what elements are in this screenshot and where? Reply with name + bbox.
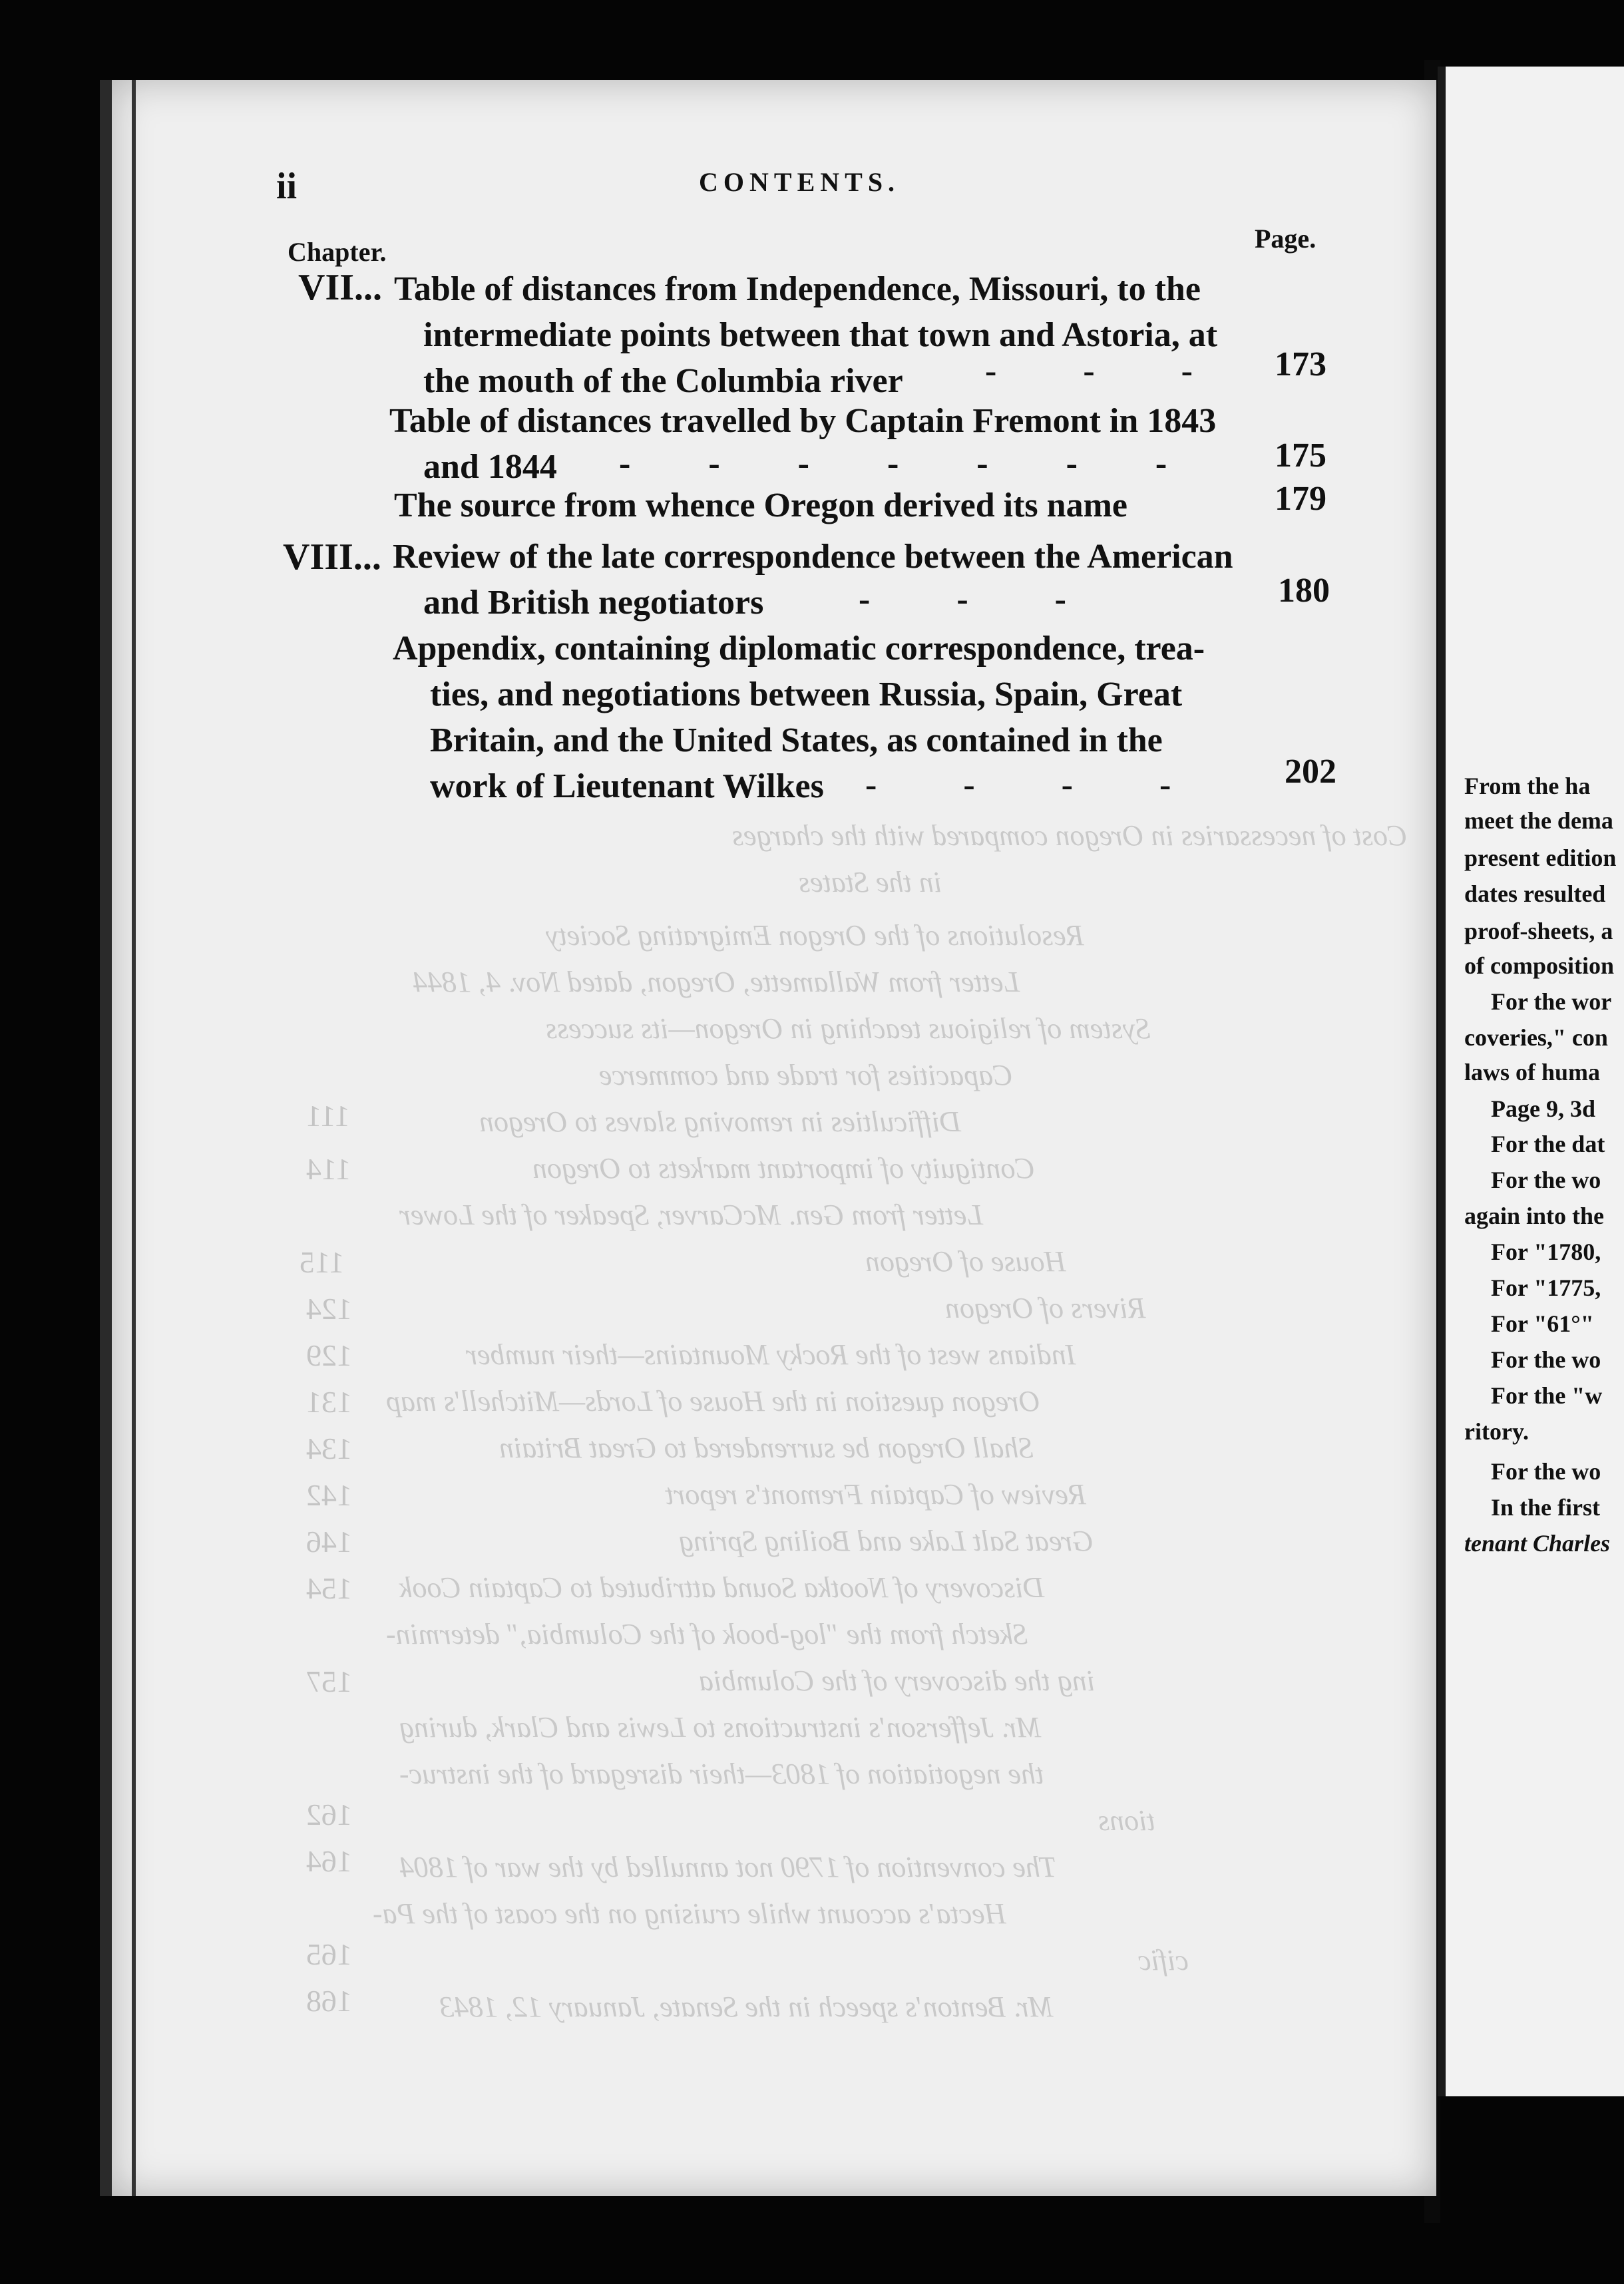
toc-entry bbox=[393, 534, 1233, 626]
right-page-line: For the wo bbox=[1491, 1458, 1601, 1485]
right-page-line: For the dat bbox=[1491, 1131, 1605, 1157]
bleed-through-line: System of religious teaching in Oregon—its success bbox=[546, 1012, 1151, 1045]
bleed-through-line: Mr. Jefferson's instructions to Lewis and Clark, during bbox=[399, 1711, 1042, 1744]
right-page-line: For the wo bbox=[1491, 1346, 1601, 1373]
toc-page-number: 173 bbox=[1275, 345, 1326, 383]
bleed-through-number: 114 bbox=[306, 1152, 351, 1186]
bleed-through-line: in the States bbox=[799, 866, 942, 898]
bleed-through-line: Sketch from the "log-book of the Columbia," determin- bbox=[386, 1618, 1028, 1650]
toc-page-number: 180 bbox=[1278, 572, 1330, 610]
bleed-through-number: 164 bbox=[306, 1844, 352, 1878]
right-page-line: dates resulted bbox=[1464, 880, 1606, 907]
toc-entry-line: intermediate points between that town and Astoria, at bbox=[423, 316, 1218, 354]
bleed-through-line: Rivers of Oregon bbox=[945, 1292, 1146, 1324]
right-page-line: of composition bbox=[1464, 952, 1614, 979]
right-page-line: For "61°" bbox=[1491, 1310, 1594, 1337]
bleed-through-line: Discovery of Nootka Sound attributed to Captain Cook bbox=[399, 1571, 1045, 1604]
right-page-line: meet the dema bbox=[1464, 807, 1613, 834]
bleed-through-line: The convention of 1790 not annulled by the war of 1804 bbox=[399, 1851, 1057, 1883]
chapter-column-label: Chapter. bbox=[288, 237, 387, 267]
bleed-through-number: 154 bbox=[306, 1571, 352, 1605]
bleed-through-number: 146 bbox=[306, 1525, 352, 1559]
bleed-through-line: Contiguity of important markets to Oregon bbox=[532, 1152, 1035, 1185]
bleed-through-number: 115 bbox=[300, 1245, 345, 1279]
bleed-through-line: Cost of necessaries in Oregon compared with the charges bbox=[732, 819, 1408, 852]
right-page-line: In the first bbox=[1491, 1494, 1600, 1521]
bleed-through-number: 162 bbox=[306, 1798, 352, 1831]
running-title: CONTENTS. bbox=[699, 167, 901, 197]
toc-entry-line: Table of distances travelled by Captain Fremont in 1843 bbox=[389, 402, 1217, 440]
bleed-through-line: Shall Oregon be surrendered to Great Britain bbox=[499, 1431, 1034, 1464]
page-edge-rule bbox=[132, 80, 136, 2196]
chapter-number: VII... bbox=[298, 267, 383, 308]
dot-leaders: - - - - bbox=[865, 766, 1171, 804]
right-page-line: laws of huma bbox=[1464, 1059, 1601, 1085]
dot-leaders: - - - bbox=[985, 352, 1193, 390]
right-page-line: coveries," con bbox=[1464, 1024, 1608, 1051]
right-page-line: tenant Charles bbox=[1464, 1530, 1611, 1557]
bleed-through-line: Resolutions of the Oregon Emigrating Society bbox=[546, 919, 1084, 952]
right-page-line: ritory. bbox=[1464, 1418, 1529, 1445]
right-page-line: present edition bbox=[1464, 845, 1617, 871]
toc-entry-line: Review of the late correspondence between the American bbox=[393, 538, 1233, 576]
page-column-label: Page. bbox=[1255, 224, 1317, 254]
toc-entry-line: and 1844 bbox=[423, 448, 557, 486]
right-page-line: For "1775, bbox=[1491, 1274, 1601, 1301]
bleed-through-line: ing the discovery of the Columbia bbox=[699, 1664, 1096, 1697]
toc-entry-line: work of Lieutenant Wilkes bbox=[430, 767, 824, 805]
right-page-line: proof-sheets, a bbox=[1464, 918, 1613, 944]
toc-page-number: 202 bbox=[1285, 753, 1336, 791]
bleed-through-number: 111 bbox=[306, 1099, 350, 1133]
bleed-through-number: 168 bbox=[306, 1984, 352, 2018]
right-page-line: For the "w bbox=[1491, 1382, 1603, 1409]
bleed-through-line: Great Salt Lake and Boiling Spring bbox=[679, 1525, 1094, 1557]
toc-entry-line: and British negotiators bbox=[423, 584, 764, 622]
toc-entry bbox=[394, 482, 1127, 528]
toc-entry-line: Britain, and the United States, as contained in the bbox=[430, 721, 1163, 759]
toc-entry-line: Table of distances from Independence, Missouri, to the bbox=[394, 270, 1201, 308]
bleed-through-line: House of Oregon bbox=[865, 1245, 1066, 1278]
bleed-through-number: 134 bbox=[306, 1431, 352, 1465]
bleed-through-line: Mr. Benton's speech in the Senate, January 12, 1843 bbox=[439, 1991, 1054, 2023]
bleed-through-line: Review of Captain Fremont's report bbox=[666, 1478, 1086, 1511]
right-page-line: For the wo bbox=[1491, 1167, 1601, 1193]
right-page-line: Page 9, 3d bbox=[1491, 1095, 1595, 1122]
bleed-through-line: Letter from Gen. McCarver, Speaker of the Lower bbox=[399, 1199, 984, 1231]
toc-entry-line: The source from whence Oregon derived its name bbox=[394, 486, 1127, 524]
chapter-number: VIII... bbox=[283, 536, 381, 578]
toc-entry-line: the mouth of the Columbia river bbox=[423, 362, 903, 400]
right-page-line: For the wor bbox=[1491, 988, 1612, 1015]
right-page-line: From the ha bbox=[1464, 773, 1591, 799]
bleed-through-line: Oregon question in the House of Lords—Mitchell's map bbox=[386, 1385, 1040, 1418]
toc-entry-line: Appendix, containing diplomatic correspondence, trea- bbox=[393, 630, 1205, 667]
dot-leaders: - - - - - - - bbox=[619, 445, 1167, 482]
bleed-through-line: Difficulties in removing slaves to Oregon bbox=[479, 1105, 961, 1138]
dot-leaders: - - - bbox=[859, 580, 1066, 618]
bleed-through-line: Hecta's account while cruising on the coast of the Pa- bbox=[373, 1897, 1006, 1930]
page-folio: ii bbox=[276, 166, 298, 207]
bleed-through-number: 131 bbox=[306, 1385, 352, 1419]
bleed-through-line: Capacities for trade and commerce bbox=[599, 1059, 1013, 1091]
bleed-through-line: tions bbox=[1098, 1804, 1155, 1837]
bleed-through-line: Letter from Wallamette, Oregon, dated Nov. 4, 1844 bbox=[413, 966, 1020, 998]
bleed-through-number: 124 bbox=[306, 1292, 352, 1326]
right-page-line: again into the bbox=[1464, 1203, 1605, 1229]
toc-entry-line: ties, and negotiations between Russia, Spain, Great bbox=[430, 675, 1183, 713]
bleed-through-number: 129 bbox=[306, 1338, 352, 1372]
bleed-through-line: the negotiation of 1803—their disregard of the instruc- bbox=[399, 1758, 1044, 1790]
toc-page-number: 179 bbox=[1275, 480, 1326, 518]
right-page-line: For "1780, bbox=[1491, 1238, 1601, 1265]
bleed-through-number: 157 bbox=[306, 1664, 352, 1698]
bleed-through-line: cific bbox=[1138, 1944, 1189, 1977]
bleed-through-number: 165 bbox=[306, 1937, 352, 1971]
toc-page-number: 175 bbox=[1275, 437, 1326, 475]
bleed-through-line: Indians west of the Rocky Mountains—their number bbox=[466, 1338, 1076, 1371]
bleed-through-number: 142 bbox=[306, 1478, 352, 1512]
